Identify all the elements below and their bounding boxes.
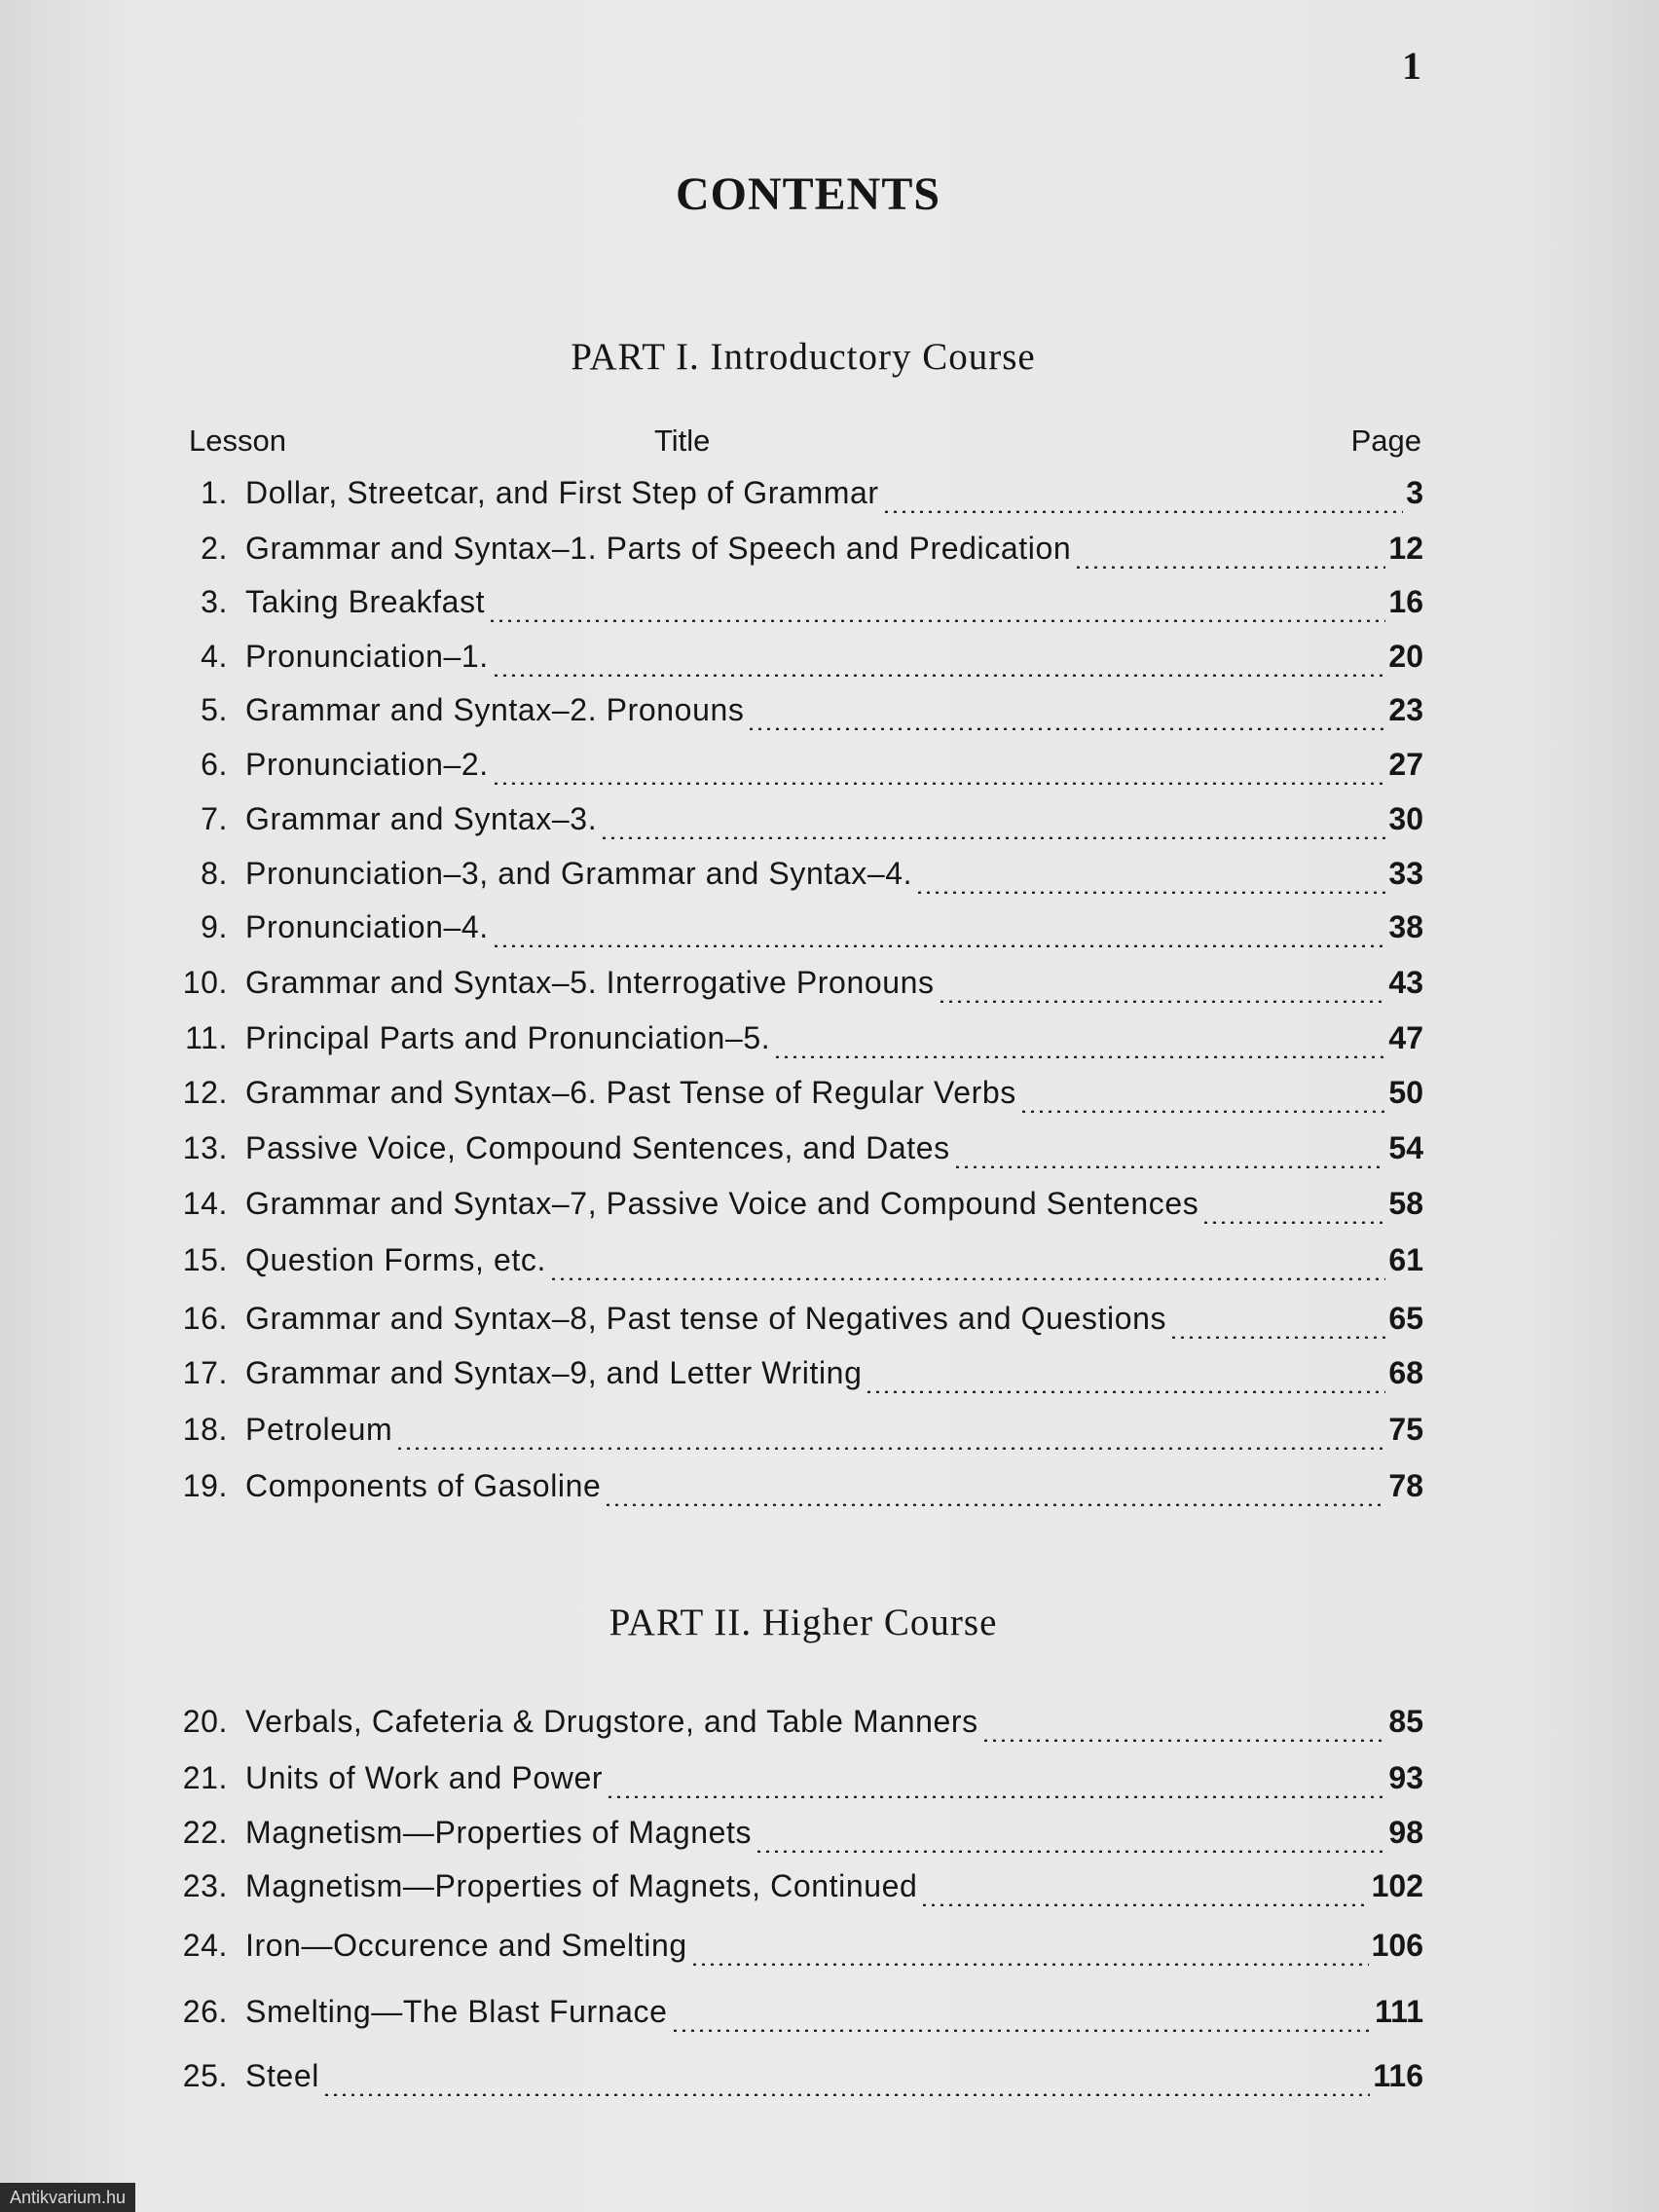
- lesson-title: Grammar and Syntax–2. Pronouns: [245, 692, 745, 727]
- page-reference: 12: [1388, 531, 1423, 566]
- lesson-title: Dollar, Streetcar, and First Step of Grammar: [245, 475, 879, 510]
- dot-leader: [690, 1963, 1369, 1966]
- dot-leader: [915, 891, 1385, 894]
- page-reference: 116: [1373, 2058, 1423, 2093]
- lesson-number: 3.: [201, 584, 228, 619]
- lesson-number: 19.: [182, 1468, 228, 1503]
- lesson-title: Grammar and Syntax–9, and Letter Writing: [245, 1355, 863, 1390]
- toc-entry: [171, 2058, 1423, 2105]
- lesson-title: Grammar and Syntax–5. Interrogative Pronouns: [245, 965, 935, 1000]
- page-reference: 27: [1388, 747, 1423, 782]
- toc-entry: [171, 1704, 1423, 1751]
- dot-leader: [1074, 566, 1385, 569]
- lesson-number: 1.: [201, 475, 228, 510]
- dot-leader: [938, 1000, 1386, 1003]
- title-column-header: Title: [654, 424, 711, 458]
- dot-leader: [1169, 1336, 1385, 1339]
- lesson-number: 22.: [182, 1815, 228, 1850]
- lesson-number: 5.: [201, 692, 228, 727]
- part1-heading: PART I. Introductory Course: [571, 336, 1036, 378]
- page-reference: 106: [1371, 1928, 1423, 1963]
- toc-entry: [171, 1815, 1423, 1862]
- lesson-number: 11.: [185, 1020, 228, 1055]
- lesson-title: Smelting—The Blast Furnace: [245, 1994, 668, 2029]
- lesson-title: Steel: [245, 2058, 319, 2093]
- lesson-number: 23.: [182, 1868, 228, 1903]
- dot-leader: [600, 836, 1385, 839]
- toc-entry: [171, 747, 1423, 793]
- lesson-title: Taking Breakfast: [245, 584, 486, 619]
- toc-entry: [171, 692, 1423, 739]
- lesson-title: Magnetism—Properties of Magnets, Continued: [245, 1868, 918, 1903]
- lesson-number: 4.: [201, 639, 228, 674]
- lesson-number: 25.: [182, 2058, 228, 2093]
- dot-leader: [920, 1903, 1368, 1906]
- lesson-title: Grammar and Syntax–3.: [245, 801, 598, 836]
- page-reference: 78: [1388, 1468, 1423, 1503]
- dot-leader: [606, 1795, 1385, 1798]
- toc-entry: [171, 1412, 1423, 1458]
- lesson-number: 9.: [201, 909, 228, 944]
- page-reference: 3: [1406, 475, 1423, 510]
- dot-leader: [755, 1850, 1385, 1853]
- lesson-title: Grammar and Syntax–8, Past tense of Negatives and Questions: [245, 1301, 1167, 1336]
- dot-leader: [492, 782, 1386, 785]
- lesson-title: Grammar and Syntax–1. Parts of Speech and Predication: [245, 531, 1072, 566]
- toc-entry: [171, 1760, 1423, 1807]
- lesson-column-header: Lesson: [189, 424, 286, 458]
- page-reference: 50: [1388, 1075, 1423, 1110]
- dot-leader: [953, 1165, 1386, 1168]
- page-column-header: Page: [1350, 424, 1421, 458]
- watermark: Antikvarium.hu: [0, 2183, 135, 2212]
- page-reference: 16: [1388, 584, 1423, 619]
- lesson-title: Pronunciation–2.: [245, 747, 489, 782]
- lesson-title: Pronunciation–3, and Grammar and Syntax–4.: [245, 856, 913, 891]
- page-reference: 58: [1388, 1186, 1423, 1221]
- lesson-number: 8.: [201, 856, 228, 891]
- lesson-number: 10.: [182, 965, 228, 1000]
- lesson-number: 26.: [182, 1994, 228, 2029]
- page-reference: 65: [1388, 1301, 1423, 1336]
- lesson-number: 7.: [201, 801, 228, 836]
- lesson-number: 17.: [182, 1355, 228, 1390]
- page-reference: 98: [1388, 1815, 1423, 1850]
- lesson-number: 21.: [182, 1760, 228, 1795]
- page-reference: 20: [1388, 639, 1423, 674]
- lesson-title: Magnetism—Properties of Magnets: [245, 1815, 753, 1850]
- dot-leader: [492, 674, 1386, 677]
- lesson-number: 12.: [182, 1075, 228, 1110]
- lesson-number: 13.: [182, 1130, 228, 1165]
- lesson-title: Verbals, Cafeteria & Drugstore, and Table Manners: [245, 1704, 978, 1739]
- part2-heading: PART II. Higher Course: [608, 1602, 998, 1643]
- page-reference: 85: [1388, 1704, 1423, 1739]
- page-number: 1: [1402, 44, 1421, 88]
- lesson-number: 24.: [182, 1928, 228, 1963]
- toc-entry: [171, 1242, 1423, 1289]
- lesson-number: 2.: [201, 531, 228, 566]
- dot-leader: [882, 510, 1404, 513]
- dot-leader: [488, 619, 1385, 622]
- lesson-title: Passive Voice, Compound Sentences, and Dates: [245, 1130, 950, 1165]
- lesson-title: Petroleum: [245, 1412, 393, 1447]
- toc-entry: [171, 475, 1423, 522]
- page-reference: 61: [1388, 1242, 1423, 1277]
- lesson-number: 16.: [182, 1301, 228, 1336]
- dot-leader: [981, 1739, 1386, 1742]
- page-reference: 23: [1388, 692, 1423, 727]
- lesson-title: Pronunciation–4.: [245, 909, 489, 944]
- dot-leader: [1019, 1110, 1386, 1113]
- dot-leader: [604, 1503, 1385, 1506]
- lesson-title: Principal Parts and Pronunciation–5.: [245, 1020, 771, 1055]
- page-reference: 54: [1388, 1130, 1423, 1165]
- toc-entry: [171, 1130, 1423, 1177]
- toc-entry: [171, 856, 1423, 903]
- dot-leader: [671, 2029, 1373, 2032]
- toc-entry: [171, 965, 1423, 1012]
- page-reference: 30: [1388, 801, 1423, 836]
- lesson-title: Units of Work and Power: [245, 1760, 604, 1795]
- toc-entry: [171, 639, 1423, 685]
- toc-entry: [171, 584, 1423, 631]
- dot-leader: [492, 944, 1386, 947]
- page-reference: 75: [1388, 1412, 1423, 1447]
- lesson-number: 18.: [182, 1412, 228, 1447]
- page-reference: 33: [1388, 856, 1423, 891]
- lesson-number: 6.: [201, 747, 228, 782]
- page-reference: 68: [1388, 1355, 1423, 1390]
- toc-entry: [171, 1075, 1423, 1122]
- lesson-title: Components of Gasoline: [245, 1468, 602, 1503]
- toc-entry: [171, 1868, 1423, 1915]
- toc-entry: [171, 1355, 1423, 1402]
- dot-leader: [322, 2093, 1370, 2096]
- lesson-number: 14.: [182, 1186, 228, 1221]
- lesson-title: Grammar and Syntax–6. Past Tense of Regular Verbs: [245, 1075, 1016, 1110]
- dot-leader: [395, 1447, 1385, 1450]
- lesson-number: 15.: [182, 1242, 228, 1277]
- dot-leader: [549, 1277, 1385, 1280]
- toc-entry: [171, 1301, 1423, 1347]
- toc-entry: [171, 1928, 1423, 1974]
- toc-entry: [171, 1994, 1423, 2041]
- dot-leader: [865, 1390, 1385, 1393]
- toc-entry: [171, 1468, 1423, 1515]
- page-reference: 93: [1388, 1760, 1423, 1795]
- lesson-title: Pronunciation–1.: [245, 639, 489, 674]
- lesson-number: 20.: [182, 1704, 228, 1739]
- dot-leader: [747, 727, 1385, 730]
- dot-leader: [1201, 1221, 1385, 1224]
- page-reference: 102: [1371, 1868, 1423, 1903]
- toc-entry: [171, 531, 1423, 577]
- toc-entry: [171, 909, 1423, 956]
- lesson-title: Grammar and Syntax–7, Passive Voice and Compound Sentences: [245, 1186, 1199, 1221]
- page-reference: 47: [1388, 1020, 1423, 1055]
- page-reference: 111: [1375, 1994, 1423, 2029]
- dot-leader: [773, 1055, 1385, 1058]
- page-reference: 38: [1388, 909, 1423, 944]
- page-reference: 43: [1388, 965, 1423, 1000]
- toc-entry: [171, 1186, 1423, 1233]
- contents-title: CONTENTS: [675, 168, 941, 220]
- lesson-title: Question Forms, etc.: [245, 1242, 546, 1277]
- lesson-title: Iron—Occurence and Smelting: [245, 1928, 687, 1963]
- toc-entry: [171, 1020, 1423, 1067]
- toc-entry: [171, 801, 1423, 848]
